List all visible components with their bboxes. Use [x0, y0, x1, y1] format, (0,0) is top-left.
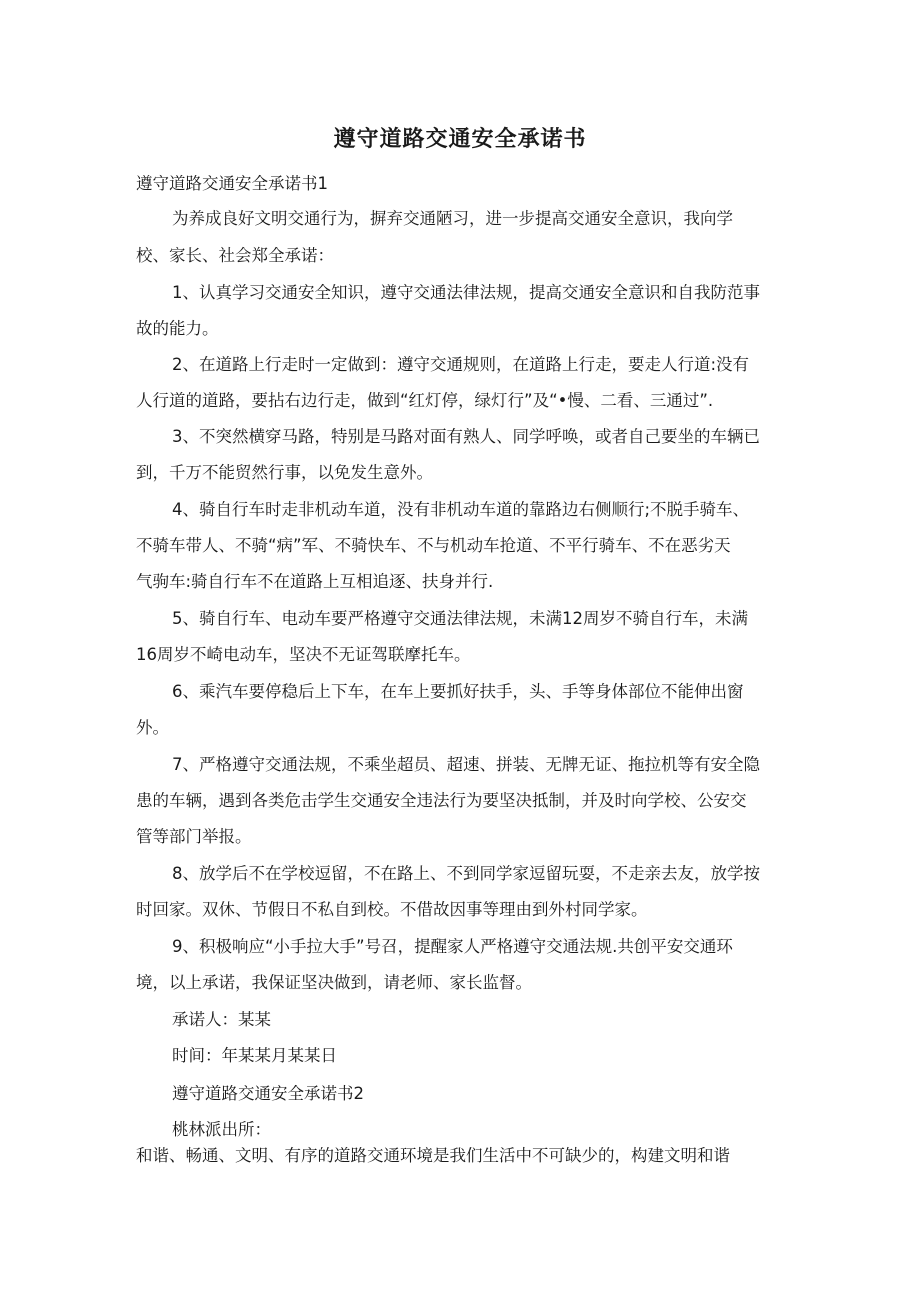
item-9-line: 境，以上承诺，我保证坚决做到，请老师、家长监督。	[136, 973, 532, 992]
intro-line: 校、家长、社会郑全承诺：	[136, 246, 334, 265]
body2-line: 和谐、畅通、文明、有序的道路交通环境是我们生活中不可缺少的，构建文明和谐	[136, 1146, 730, 1165]
item-4-line: 不骑车带人、不骑“病”军、不骑快车、不与机动车抢道、不平行骑车、不在恶劣天	[136, 536, 731, 555]
item-8-line: 时回家。双休、节假日不私自到校。不借故因事等理由到外村同学家。	[136, 900, 648, 919]
item-5-line: 5、骑自行车、电动车要严格遵守交通法律法规，未满12周岁不骑自行车，未满	[172, 609, 748, 628]
item-6-line: 外。	[136, 718, 169, 737]
item-3-line: 3、不突然横穿马路，特别是马路对面有熟人、同学呼唤，或者自己要坐的车辆已	[172, 427, 760, 446]
item-3-line: 到，千万不能贸然行事，以免发生意外。	[136, 463, 433, 482]
item-1-line: 1、认真学习交通安全知识，遵守交通法律法规，提高交通安全意识和自我防范事	[172, 283, 760, 302]
item-7-line: 7、严格遵守交通法规，不乘坐超员、超速、拼装、无牌无证、拖拉机等有安全隐	[172, 755, 760, 774]
item-7-line: 患的车辆，遇到各类危击学生交通安全违法行为要坚决抵制，并及时向学校、公安交	[136, 791, 747, 810]
item-2-line: 人行道的道路，要拈右边行走，做到“红灯停，绿灯行”及“•慢、二看、三通过”.	[136, 391, 714, 410]
section-heading-1: 遵守道路交通安全承诺书1	[136, 174, 328, 193]
item-6-line: 6、乘汽车要停稳后上下车，在车上要抓好扶手，头、手等身体部位不能伸出窗	[172, 682, 744, 701]
item-4-line: 4、骑自行车时走非机动车道，没有非机动车道的靠路边右侧顺行;不脱手骑车、	[172, 500, 750, 519]
addressee: 桃林派出所：	[172, 1120, 271, 1139]
intro-line: 为养成良好文明交通行为，摒弃交通陋习，进一步提高交通安全意识，我向学	[172, 209, 733, 228]
date: 时间：年某某月某某日	[172, 1046, 337, 1065]
item-5-line: 16周岁不崎电动车，坚决不无证驾联摩托车。	[136, 645, 471, 664]
item-8-line: 8、放学后不在学校逗留，不在路上、不到同学家逗留玩耍，不走亲去友，放学按	[172, 864, 760, 883]
section-heading-2: 遵守道路交通安全承诺书2	[172, 1084, 364, 1103]
item-4-line: 气驹车:骑自行车不在道路上互相追逐、扶身并行.	[136, 572, 494, 591]
signer: 承诺人：某某	[172, 1010, 271, 1029]
item-7-line: 管等部门举报。	[136, 827, 252, 846]
item-1-line: 故的能力。	[136, 319, 219, 338]
item-9-line: 9、积极响应“小手拉大手”号召，提醒家人严格遵守交通法规.共创平安交通环	[172, 937, 733, 956]
item-2-line: 2、在道路上行走时一定做到：遵守交通规则，在道路上行走，要走人行道:没有	[172, 355, 750, 374]
document-title: 遵守道路交通安全承诺书	[333, 127, 587, 152]
